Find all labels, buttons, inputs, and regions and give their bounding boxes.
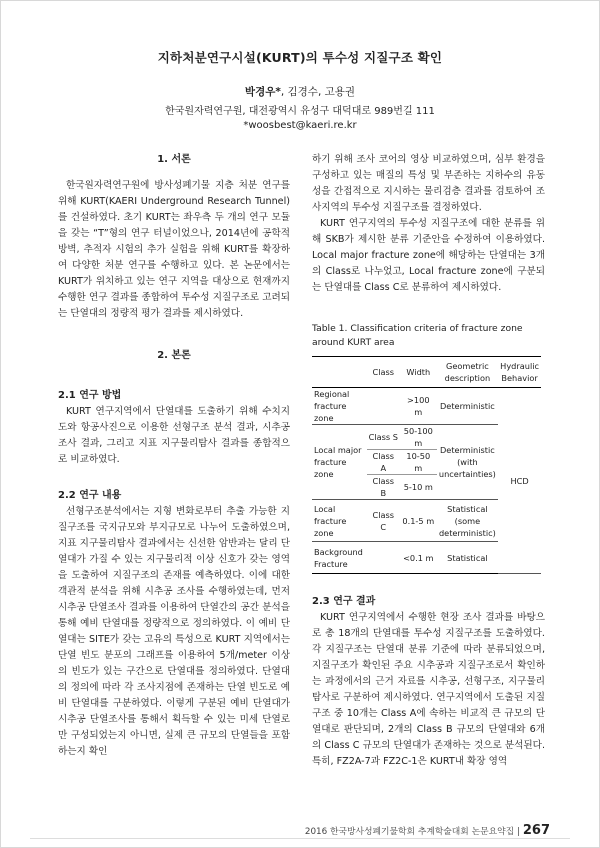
- subsection-heading-2-2: 2.2 연구 내용: [58, 490, 122, 501]
- intro-paragraph: 한국원자력연구원에 방사성폐기물 지층 처분 연구를 위해 KURT(KAERI Underground Research Tunnel)를 건설하였다. 초기 KURT는 좌우측 두 개의 연구 모듈을 갖는 “T”형의 연구 터널이었으나, 2014년에 공학적 방벽, 추적자 시험의 추가 실험을 위해 KURT를 확장하여 다양한 처분 연구를 수행하고 있다. 본 논문에서는 KURT가 위치하고 있는 연구 지역을 대상으로 현재까지 수행한 연구 결과를 종합하여 투수성 지질구조로 고려되는 단열대의 정량적 평가 결과를 제시하였다.: [58, 180, 290, 319]
- email: *woosbest@kaeri.re.kr: [243, 120, 357, 131]
- table-row: Class A 10-50 m: [312, 450, 541, 475]
- table-row: Local major fracture zone Class S 50-100 m Deterministic (with uncertainties): [312, 425, 541, 450]
- content-paragraph: 선형구조분석에서는 지형 변화로부터 추출 가능한 지질구조를 국지규모와 부지규모로 나누어 도출하였으며, 지표 지구물리탐사 결과에서는 신선한 암반과는 달리 단열대가 가질 수 있는 지구물리적 이상 신호가 갖는 영역을 도출하여 지질구조의 존재를 예측하였다. 이에 대한 객관적 분석을 위해 시추공 조사를 수행하였는데, 먼저 시추공 단열조사 결과를 이용하여 단열간의 공간 분석을 통해 예비 단열대를 정량적으로 정의하였다. 이 예비 단열대는 SITE가 갖는 고유의 특성으로 KURT 지역에서는 단열 빈도 분포의 그래프를 이용하여 5개/meter 이상의 빈도가 있는 구간으로 단열대를 정의하였다. 단열대의 정의에 따라 각 조사지점에 존재하는 단열 빈도로 예비 단열대를 구분하였다. 이렇게 구분된 예비 단열대가 시추공 단열조사를 통해서 획득할 수 있는 미세 단열로만 구성되었는지 아니면, 실제 큰 규모의 단열들을 포함하는지 확인: [58, 506, 290, 757]
- left-column: [58, 152, 290, 760]
- page-number: 267: [522, 823, 550, 838]
- table-header-row: [312, 357, 541, 388]
- paper-title: 지하처분연구시설(KURT)의 투수성 지질구조 확인: [157, 50, 443, 65]
- table-row: Regional fracture zone >100 m Deterministic HCD: [312, 388, 541, 425]
- co-authors: , 김경수, 고용권: [280, 86, 356, 98]
- subsection-heading-2-3: 2.3 연구 결과: [312, 596, 376, 607]
- section-heading-main: 2. 본론: [157, 350, 191, 361]
- authors: [0, 84, 600, 99]
- table-row: Background Fracture <0.1 m Statistical: [312, 542, 541, 574]
- footer-text: 2016 한국방사성폐기물학회 추계학술대회 논문요약집 |: [304, 827, 520, 837]
- page-footer: [305, 823, 550, 838]
- header-geometric: Geometric description: [444, 361, 491, 383]
- subsection-heading-2-1: 2.1 연구 방법: [58, 390, 122, 401]
- header-class: Class: [372, 367, 395, 377]
- section-heading-intro: 1. 서론: [157, 154, 191, 165]
- table-row: Local fracture zone Class C 0.1-5 m Statistical (some deterministic): [312, 500, 541, 542]
- header-width: Width: [406, 367, 431, 377]
- classification-paragraph: KURT 연구지역의 투수성 지질구조에 대한 분류를 위해 SKB가 제시한 분류 기준안을 수정하여 이용하였다. Local major fracture zone에 해당하는 단열대는 3개의 Class로 나누었고, Local fracture zone에 구분되는 단열대를 Class C로 분류하여 제시하였다.: [312, 218, 545, 293]
- lead-author: 박경우*: [244, 86, 281, 98]
- results-paragraph: KURT 연구지역에서 수행한 현장 조사 결과를 바탕으로 총 18개의 단열대를 투수성 지질구조를 도출하였다. 각 지질구조는 단열대 분류 기준에 따라 분류되었으며, 지질구조가 확인된 주요 시추공과 지질구조로서 확인하는 과정에서의 근거 자료를 시추공, 선형구조, 지구물리탐사로 구분하여 제시하였다. 연구지역에서 도출된 지질구조 중 10개는 Class A에 속하는 비교적 큰 규모의 단열대로 판단되며, 2개의 Class B 규모의 단열대와 6개의 Class C 규모의 단열대가 존재하는 것으로 분석된다. 특히, FZ2A-7과 FZ2C-1은 KURT내 확장 영역: [312, 612, 545, 767]
- method-paragraph: KURT 연구지역에서 단열대를 도출하기 위해 수치지도와 항공사진으로 이용한 선형구조 분석 결과, 시추공 조사 결과, 그리고 지표 지구물리탐사 결과를 종합적으로 비교하였다.: [58, 406, 290, 465]
- affiliation: 한국원자력연구원, 대전광역시 유성구 대덕대로 989번길 111: [165, 106, 435, 117]
- continued-paragraph: 하기 위해 조사 코어의 영상 비교하였으며, 심부 환경을 구성하고 있는 매질의 특성 및 부존하는 지하수의 유동성을 간접적으로 지시하는 물리검층 결과를 검토하여 조사지역의 투수성 지질구조를 결정하였다.: [312, 154, 545, 213]
- footer-rule: [30, 838, 570, 839]
- hcd-cell: HCD: [498, 388, 541, 574]
- classification-table: [312, 356, 541, 574]
- table-row: Class B 5-10 m: [312, 475, 541, 500]
- right-column: [312, 152, 545, 770]
- table-caption: Table 1. Classification criteria of fracture zone around KURT area: [312, 323, 523, 348]
- header-hydraulic: Hydraulic Behavior: [500, 361, 539, 383]
